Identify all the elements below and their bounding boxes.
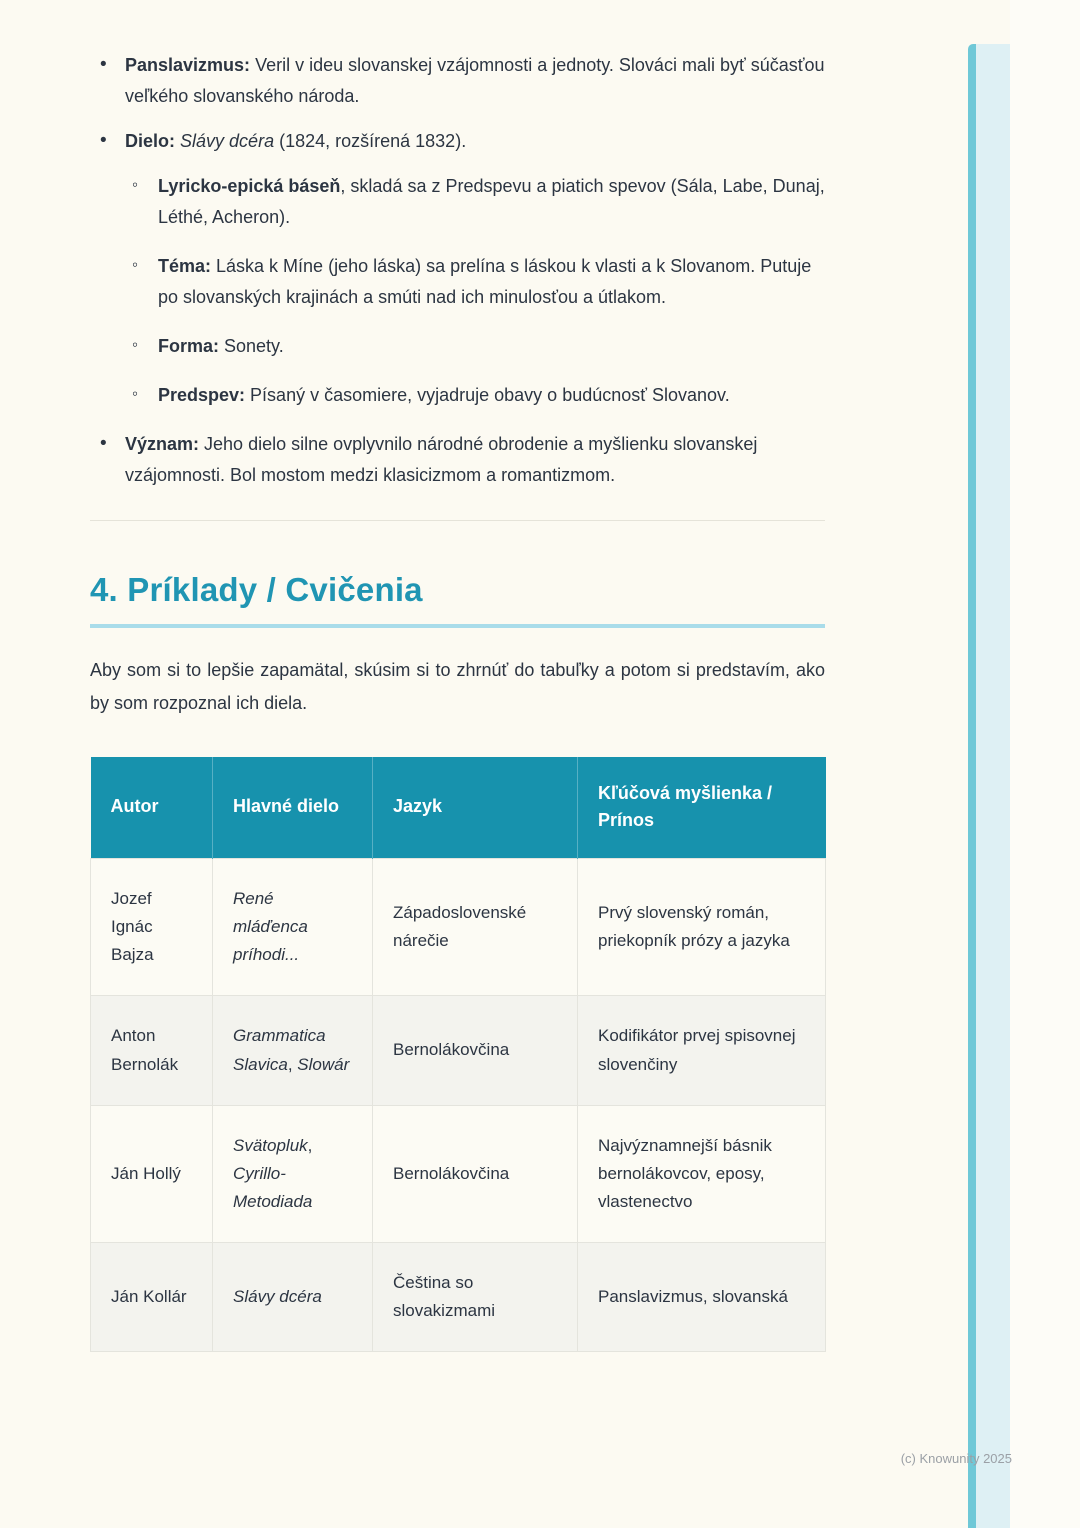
- watermark: (c) Knowunity 2025: [900, 1451, 1012, 1466]
- table-cell-jazyk: Bernolákovčina: [373, 996, 578, 1105]
- authors-table: [90, 757, 826, 1352]
- table-cell-autor: Jozef Ignác Bajza: [91, 859, 213, 996]
- table-row: [91, 1242, 826, 1351]
- note-item: • Význam: Jeho dielo silne ovplyvnilo národné obrodenie a myšlienku slovanskej vzájomnosti. Bol mostom medzi klasicizmom a romantizmom.: [90, 429, 825, 491]
- table-cell-dielo: Slávy dcéra: [213, 1242, 373, 1351]
- table-cell-autor: Ján Hollý: [91, 1105, 213, 1242]
- note-subitem: ◦ Téma: Láska k Míne (jeho láska) sa prelína s láskou k vlasti a k Slovanom. Putuje po slovanských krajinách a smúti nad ich minulosťou a útlakom.: [123, 251, 825, 313]
- right-accent-stripe: [968, 44, 1010, 1528]
- table-cell-jazyk: Čeština so slovakizmami: [373, 1242, 578, 1351]
- note-subitem: ◦ Forma: Sonety.: [123, 331, 825, 362]
- note-item: • Panslavizmus: Veril v ideu slovanskej vzájomnosti a jednoty. Slováci mali byť súčasťou veľkého slovanského národa.: [90, 50, 825, 112]
- table-cell-prinos: Panslavizmus, slovanská: [578, 1242, 826, 1351]
- table-header-cell: Kľúčová myšlienka / Prínos: [578, 757, 826, 859]
- document-content: [90, 50, 825, 1352]
- table-cell-jazyk: Západoslovenské nárečie: [373, 859, 578, 996]
- section-divider: [90, 520, 825, 521]
- note-subitem: ◦ Predspev: Písaný v časomiere, vyjadruje obavy o budúcnosť Slovanov.: [123, 380, 825, 411]
- table-cell-prinos: Prvý slovenský román, priekopník prózy a jazyka: [578, 859, 826, 996]
- table-cell-autor: Ján Kollár: [91, 1242, 213, 1351]
- table-row: [91, 859, 826, 996]
- notes-list: [90, 50, 825, 490]
- table-header-cell: Jazyk: [373, 757, 578, 859]
- table-cell-jazyk: Bernolákovčina: [373, 1105, 578, 1242]
- table-header-cell: Autor: [91, 757, 213, 859]
- section-heading: 4. Príklady / Cvičenia: [90, 571, 825, 628]
- table-cell-prinos: Najvýznamnejší básnik bernolákovcov, eposy, vlastenectvo: [578, 1105, 826, 1242]
- table-row: [91, 996, 826, 1105]
- table-cell-dielo: Grammatica Slavica, Slowár: [213, 996, 373, 1105]
- page-right-gutter: [1010, 0, 1080, 1528]
- table-cell-prinos: Kodifikátor prvej spisovnej slovenčiny: [578, 996, 826, 1105]
- note-item: • Dielo: Slávy dcéra (1824, rozšírená 1832).: [90, 126, 825, 157]
- note-subitem: ◦ Lyricko-epická báseň, skladá sa z Predspevu a piatich spevov (Sála, Labe, Dunaj, Léthé, Acheron).: [123, 171, 825, 233]
- table-header-row: [91, 757, 826, 859]
- table-cell-dielo: Svätopluk, Cyrillo-Metodiada: [213, 1105, 373, 1242]
- table-header-cell: Hlavné dielo: [213, 757, 373, 859]
- intro-paragraph: Aby som si to lepšie zapamätal, skúsim si to zhrnúť do tabuľky a potom si predstavím, ako by som rozpoznal ich diela.: [90, 660, 825, 713]
- table-cell-dielo: René mláďenca príhodi...: [213, 859, 373, 996]
- table-head: [91, 757, 826, 859]
- table-cell-autor: Anton Bernolák: [91, 996, 213, 1105]
- table-body: [91, 859, 826, 1351]
- table-row: [91, 1105, 826, 1242]
